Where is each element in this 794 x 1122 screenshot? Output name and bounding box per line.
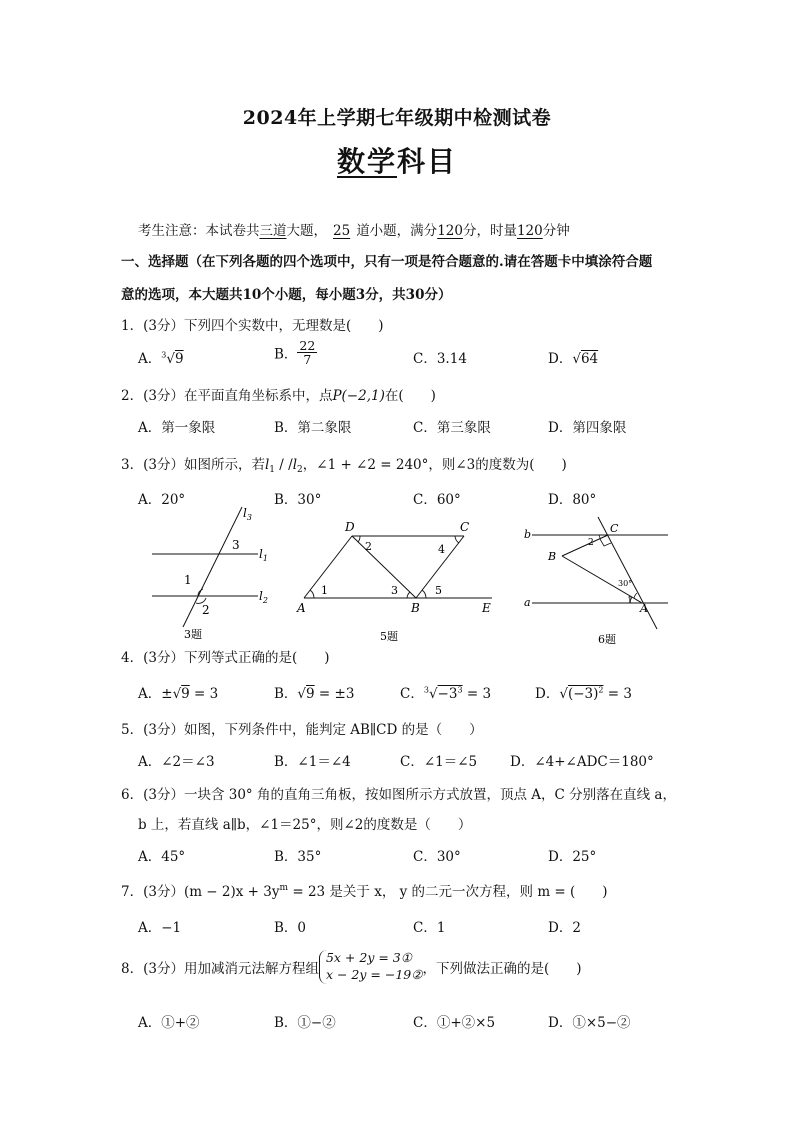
fig5-arc-3 [407, 592, 410, 598]
notice-suffix: 分钟 [542, 223, 570, 239]
q5-option-a: A．∠2＝∠3 [138, 754, 215, 770]
fig5-label-D: D [345, 520, 355, 534]
q6-option-d: D．25° [548, 849, 597, 865]
fig5-angle-label-4: 4 [438, 543, 445, 556]
q6-stem-line2: b 上，若直线 a∥b，∠1＝25°，则∠2的度数是（ ） [138, 817, 472, 833]
q2-option-d: D．第四象限 [548, 420, 627, 436]
notice-full-score: 120 [437, 223, 463, 239]
fig5-angle-label-3: 3 [391, 584, 398, 597]
fig3-angle-label-1: 1 [184, 573, 192, 587]
fig5-arc-4 [455, 536, 459, 543]
q7-stem: 7．(3分）$(m - 2)x + 3y^m = 23$ 是关于 x， y 的二元一次方程，则 m = ( ) [121, 883, 608, 900]
section1-heading-line2: 意的选项，本大题共10个小题，每小题3分，共30分） [121, 287, 452, 303]
q1-option-d: D．√64 [548, 351, 599, 367]
fig5-angle-label-5: 5 [435, 584, 442, 597]
q7-option-a: A．−1 [138, 920, 182, 936]
q4-stem: 4．(3分）下列等式正确的是( ) [121, 650, 330, 666]
fig6-label-B: B [548, 550, 557, 563]
q5-option-b: B．∠1＝∠4 [274, 754, 351, 770]
q6-option-a: A．45° [138, 849, 186, 865]
q8-equation-system: 5x + 2y = 3① x − 2y = −19② [319, 950, 423, 984]
fig5-label-E: E [482, 601, 491, 615]
fig6-caption: 6题 [598, 633, 616, 646]
fig6-label-A: A [640, 602, 648, 615]
fig5-line-db [352, 536, 416, 598]
q3-option-d: D．80° [548, 492, 597, 508]
fig6-label-a: a [524, 596, 531, 609]
fig6-angle-label-1: 1 [627, 596, 633, 606]
notice-mid3: 分，时量 [462, 223, 517, 239]
subject-rest: 科目 [397, 145, 458, 178]
q8-option-c: C．①+②×5 [413, 1015, 496, 1031]
q8-stem: 8．(3分）用加减消元法解方程组5x + 2y = 3① x − 2y = −19②，下列做法正确的是( ) [121, 950, 582, 982]
fig5-arc-2 [358, 536, 360, 542]
fig6-line-bc [562, 535, 608, 556]
q3-option-a: A．20° [138, 492, 186, 508]
q8-option-b: B．①−② [274, 1015, 336, 1031]
fig6-label-C: C [610, 522, 619, 535]
q2-option-c: C．第三象限 [413, 420, 491, 436]
q4-option-a: A．±√9 = 3 [138, 686, 219, 702]
fig5-angle-label-2: 2 [365, 540, 372, 553]
notice-time-value: 120 [516, 223, 543, 239]
q1-stem: 1．(3分）下列四个实数中，无理数是( ) [121, 318, 384, 334]
fig3-label-l3: $l_3$ [243, 506, 252, 522]
fig6-angle-label-2: 2 [588, 538, 594, 548]
q1-option-a: A．$^3$√9 [138, 350, 184, 367]
q4-option-c: C．$^3√-3^3 = 3$ [400, 685, 492, 702]
fig6-right-angle [600, 539, 611, 546]
fig5-arc-5 [422, 590, 426, 598]
figure-3 [140, 502, 280, 644]
notice-questions-count: 25 [333, 223, 351, 239]
q8-option-a: A．①+② [138, 1015, 200, 1031]
fig5-line-ad [304, 536, 352, 598]
notice-parts-count: 三道 [259, 223, 287, 239]
fig5-caption: 5题 [380, 630, 398, 643]
q5-stem: 5．(3分）如图，下列条件中，能判定 AB∥CD 的是（ ） [121, 722, 483, 738]
q6-option-b: B．35° [274, 849, 322, 865]
q3-option-b: B．30° [274, 492, 322, 508]
fig3-label-l1: $l_1$ [259, 547, 268, 563]
fig5-label-A: A [297, 601, 306, 615]
fig3-line-l3 [183, 507, 242, 627]
q4-option-d: D．$√(-3)^2 = 3$ [535, 685, 632, 702]
exam-title: 2024年上学期七年级期中检测试卷 [242, 107, 552, 129]
q7-option-b: B．0 [274, 920, 307, 936]
q3-stem: 3．(3分）如图所示，若$l_1 / /l_2$，∠1 + ∠2 = 240°，则∠3的度数为( ) [121, 457, 567, 475]
subject-underlined: 数学 [336, 145, 397, 178]
figure-6 [520, 512, 670, 650]
exam-notice [138, 219, 570, 239]
q6-option-c: C．30° [413, 849, 461, 865]
section1-heading-line1: 一、选择题（在下列各题的四个选项中，只有一项是符合题意的.请在答题卡中填涂符合题 [121, 254, 653, 270]
q5-option-c: C．∠1＝∠5 [400, 754, 478, 770]
fig3-caption: 3题 [184, 628, 202, 641]
q8-option-d: D．①×5−② [548, 1015, 631, 1031]
notice-mid2: 道小题，满分 [356, 223, 438, 239]
fig6-label-b: b [524, 528, 532, 541]
notice-mid1: 大题， [286, 223, 327, 239]
subject-title [0, 140, 794, 180]
fig3-angle-label-3: 3 [232, 538, 240, 552]
q1-option-b: B． $\frac{22}{7}$ [274, 338, 316, 368]
fig5-angle-label-1: 1 [321, 584, 328, 597]
fig6-line-ca [598, 517, 657, 629]
fig3-label-l2: $l_2$ [259, 589, 268, 605]
q2-stem: 2．(3分）在平面直角坐标系中，点P(−2,1)在( ) [121, 388, 436, 404]
q1-fraction: $\frac{22}{7}$ [299, 338, 316, 368]
q5-option-d: D．∠4+∠ADC＝180° [510, 754, 654, 770]
q7-option-c: C．1 [413, 920, 446, 936]
figure-5 [292, 518, 502, 646]
q6-stem-line1: 6．(3分）一块含 30° 角的直角三角板，按如图所示方式放置，顶点 A，C 分别落在直线 a， [121, 787, 676, 803]
fig6-arc-30 [634, 593, 637, 598]
fig3-angle-label-2: 2 [202, 603, 210, 617]
q7-option-d: D．2 [548, 920, 581, 936]
q3-option-c: C．60° [413, 492, 461, 508]
notice-prefix: 考生注意：本试卷共 [138, 223, 260, 239]
fig6-angle-label-30: 30° [618, 579, 633, 588]
fig5-label-C: C [460, 520, 470, 534]
fig5-arc-1 [310, 590, 314, 598]
q2-option-b: B．第二象限 [274, 420, 352, 436]
q1-option-c: C．3.14 [413, 351, 467, 367]
q2-option-a: A．第一象限 [138, 420, 216, 436]
q4-option-b: B．√9 = ±3 [274, 686, 355, 702]
fig5-label-B: B [411, 601, 420, 615]
